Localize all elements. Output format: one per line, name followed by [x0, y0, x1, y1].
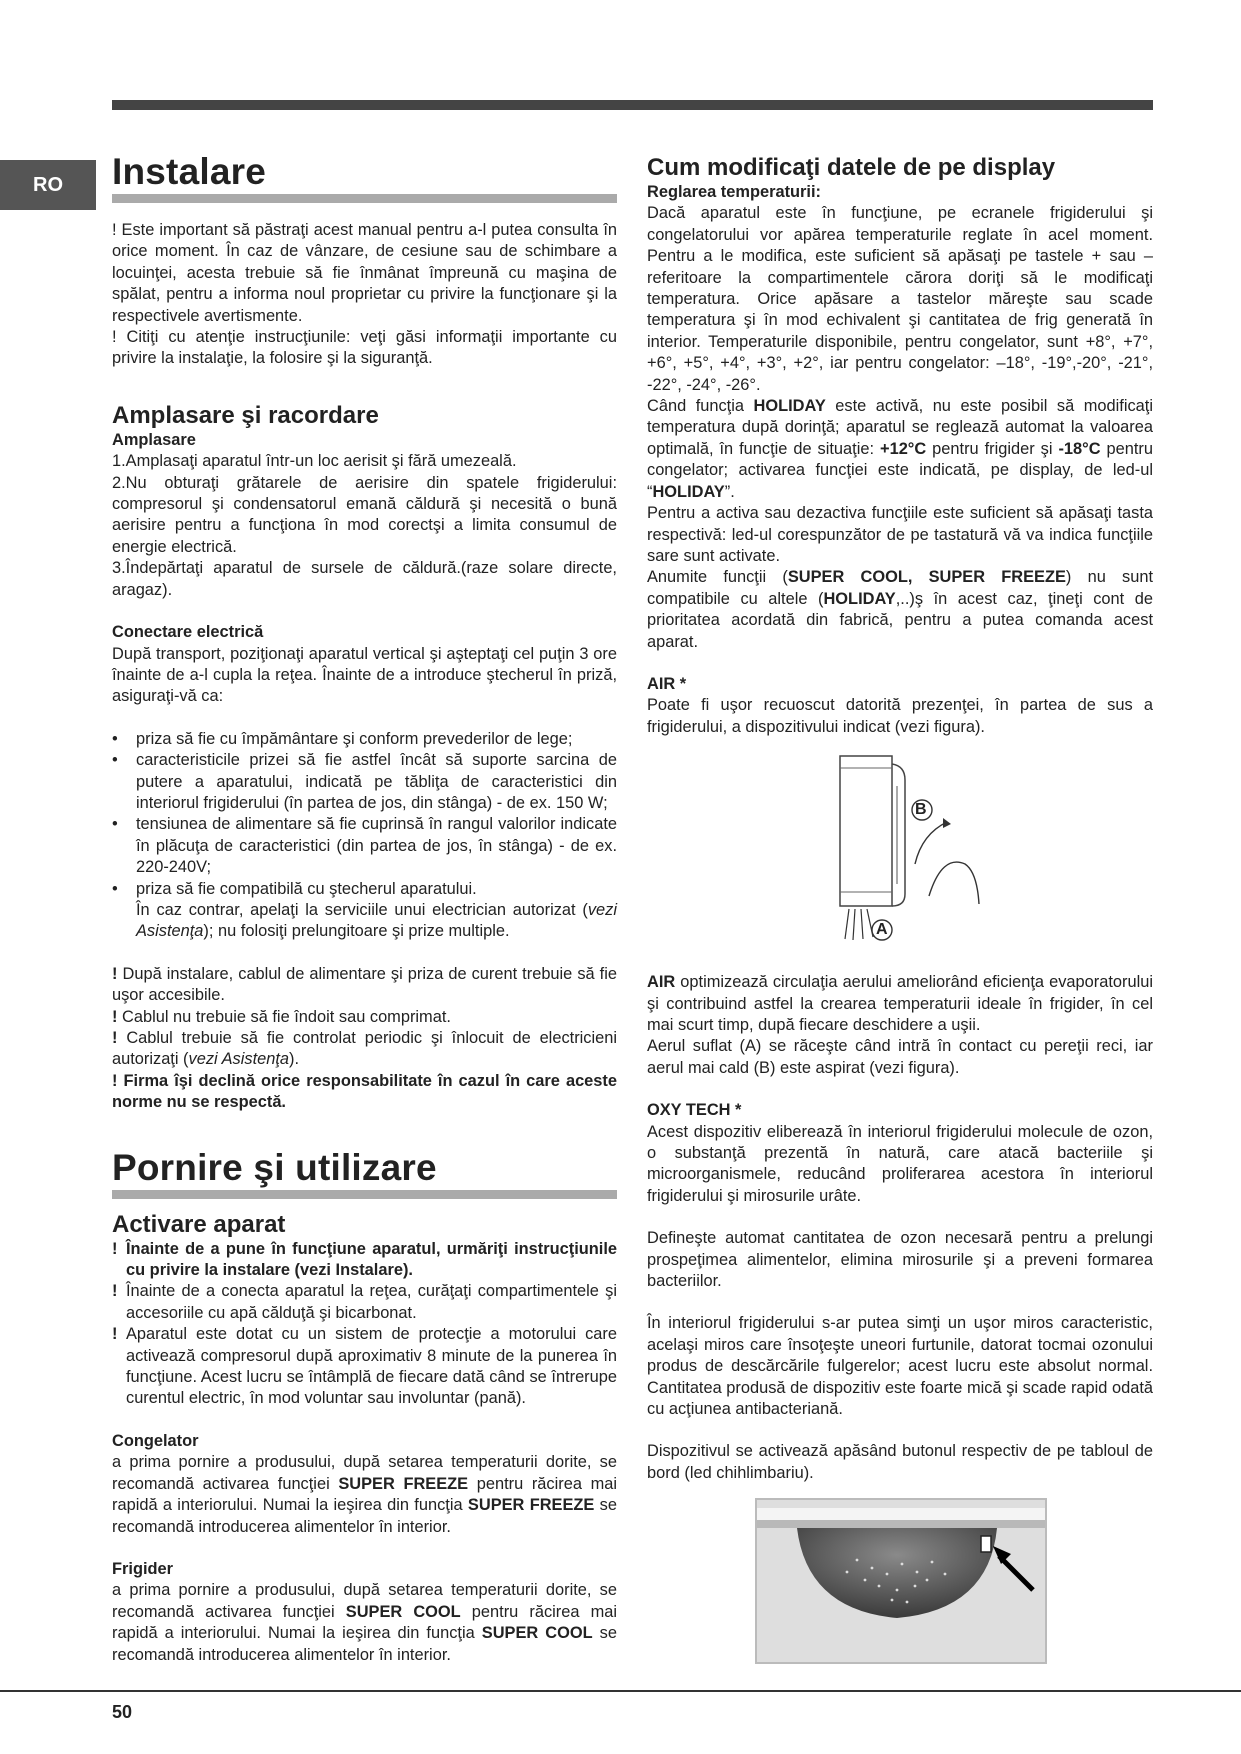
air-flow-paragraph: Aerul suflat (A) se răceşte când intră în contact cu pereţii reci, iar aerul mai cald (B) este aspirat (vezi figura).	[647, 1037, 1153, 1077]
oxy-paragraph-1: Acest dispozitiv eliberează în interiorul frigiderului molecule de ozon, o substanţă prezentă în natură, care atacă bacteriile şi microorganismele, reducând proliferarea acestora în interiorul frigiderului şi mirosurile urâte.	[647, 1122, 1153, 1205]
oxy-paragraph-4: Dispozitivul se activează apăsând butonul respectiv de pe tabloul de bord (led chihlimbariu).	[647, 1442, 1153, 1482]
air-device-figure	[647, 744, 1153, 954]
list-item: • priza să fie cu împământare şi conform prevederilor de lege;	[112, 729, 617, 750]
left-column	[112, 150, 617, 1666]
activare-note-2: ! Înainte de a conecta aparatul la reţea, curăţaţi compartimentele şi accesoriile cu apă călduţă şi bicarbonat.	[112, 1282, 617, 1322]
congelator-subheading: Congelator	[112, 1431, 199, 1450]
warning-4: ! Firma îşi declină orice responsabilitate în cazul în care aceste norme nu se respectă.	[112, 1071, 617, 1112]
oxy-device-illustration	[757, 1500, 1045, 1662]
footer-rule	[0, 1690, 1241, 1692]
top-rule	[112, 100, 1153, 110]
label-a: A	[876, 921, 888, 939]
oxy-subheading: OXY TECH *	[647, 1101, 742, 1120]
list-item	[112, 879, 617, 943]
amplasare-subheading: Amplasare	[112, 430, 196, 449]
asistenta-reference: vezi Asistenţa	[136, 900, 617, 941]
warning-3: ! Cablul trebuie să fie controlat periodic şi înlocuit de electricieni autorizaţi (vezi Asistenţa).	[112, 1029, 618, 1069]
amplasare-item-2: 2.Nu obturaţi grătarele de aerisire din spatele frigiderului: compresorul şi condensatorul emană căldură şi necesită o bună aerisire pentru a funcţiona în mod corectşi a limita consumul de energie electrică.	[112, 473, 617, 556]
oxy-paragraph-3: În interiorul frigiderului s-ar putea simţi un uşor miros caracteristic, acelaşi miros care însoţeşte uneori furtunile, datorat tocmai ozonului produs de descărcările fulgerelor; acest lucru este absolut normal. Cantitatea produsă de dispozitiv este foarte mică şi scade rapid odată cu acţiunea antibacteriană.	[647, 1314, 1153, 1419]
activare-note-3: ! Aparatul este dotat cu un sistem de protecţie a motorului care activează compresorul după aproximativ 8 minute de la punerea în funcţiune. Acest lucru se întâmplă de fiecare dată când se întrerupe curentul electric, în mod voluntar sau involuntar (pană).	[112, 1325, 617, 1408]
reglarea-paragraph: Dacă aparatul este în funcţiune, pe ecranele frigiderului şi congelatorului vor apărea temperaturile reglate în acel moment. Pentru a le modifica, este suficient să apăsaţi pe tastele + sau – referitoare la compartimentele cărora doriţi să le modificaţi temperatura. Orice apăsare a tastelor măreşte sau scade temperatura şi în mod echivalent şi cantitatea de frig generată în interior. Temperaturile disponibile, pentru congelator, sunt +8°, +7°, +6°, +5°, +4°, +3°, +2°, iar pentru congelator: –18°, -19°,-20°, -21°, -22°, -24°, -26°.	[647, 204, 1153, 394]
amplasare-heading: Amplasare şi racordare	[112, 401, 379, 429]
list-item-continuation-end: ); nu folosiţi prelungitoare şi prize multiple.	[203, 922, 510, 941]
reglarea-subheading: Reglarea temperaturii:	[647, 183, 821, 201]
list-item: • tensiunea de alimentare să fie cuprinsă în rangul valorilor indicate în plăcuţa de caracteristici (din partea de jos, în stânga) - de ex. 220-240V;	[112, 814, 617, 878]
list-item-text: priza să fie compatibilă cu ştecherul aparatului.	[136, 879, 477, 898]
air-subheading: AIR *	[647, 674, 687, 693]
holiday-paragraph: Când funcţia HOLIDAY este activă, nu este posibil să modificaţi temperatura după dorinţă; aparatul se reglează automat la valoarea optimală, în funcţie de situaţie: +12°C pentru frigider şi -18°C pentru congelator; activarea funcţiei este indicată, pe display, de led-ul “HOLIDAY”.	[647, 397, 1153, 501]
frigider-subheading: Frigider	[112, 1559, 174, 1578]
requirements-list	[112, 729, 617, 943]
right-column	[647, 150, 1153, 1664]
label-b: B	[915, 801, 927, 819]
amplasare-item-3: 3.Îndepărtaţi aparatul de sursele de căldură.(raze solare directe, aragaz).	[112, 559, 617, 599]
list-item-continuation: În caz contrar, apelaţi la serviciile unui electrician autorizat (	[136, 900, 588, 919]
air-paragraph: Poate fi uşor recuoscut datorită prezenţei, în partea de sus a frigiderului, a dispozitivului indicat (vezi figura).	[647, 696, 1153, 736]
warning-2: ! Cablul nu trebuie să fie îndoit sau comprimat.	[112, 1007, 451, 1026]
oxy-device-photo	[755, 1498, 1047, 1664]
amplasare-item-1: 1.Amplasaţi aparatul într-un loc aerisit şi fără umezeală.	[112, 452, 517, 471]
frigider-paragraph: a prima pornire a produsului, după setarea temperaturii dorite, se recomandă activarea funcţiei SUPER COOL pentru răcirea mai rapidă a interiorului. Numai la ieşirea din funcţia SUPER COOL se recomandă introducerea alimentelor în interior.	[112, 1581, 618, 1664]
dezactiva-paragraph: Pentru a activa sau dezactiva funcţiile este suficient să apăsaţi tasta respectivă: led-ul corespunzător de pe tastatură vă va indica funcţiile sare sunt activate.	[647, 504, 1153, 565]
activare-heading: Activare aparat	[112, 1210, 286, 1238]
list-item: • caracteristicile prizei să fie astfel încât să suporte sarcina de putere a aparatului, indicată pe tăbliţa de caracteristici din interiorul frigiderului (în partea de jos, din stânga) - de ex. 150 W;	[112, 750, 617, 814]
conectare-paragraph: După transport, poziţionaţi aparatul vertical şi aşteptaţi cel puţin 3 ore înainte de a-l cupla la reţea. Înainte de a introduce ştecherul în priză, asiguraţi-vă ca:	[112, 644, 617, 706]
anumite-paragraph: Anumite funcţii (SUPER COOL, SUPER FREEZE) nu sunt compatibile cu altele (HOLIDAY,..)ş în acest caz, ţineţi cont de prioritatea acordată din fabrică, pentru a putea comanda acest aparat.	[647, 568, 1153, 651]
display-heading: Cum modificaţi datele de pe display	[647, 154, 1056, 181]
oxy-paragraph-2: Defineşte automat cantitatea de ozon necesară pentru a prelungi prospeţimea alimentelor, elimina mirosurile şi a preveni formarea bacteriilor.	[647, 1229, 1153, 1291]
conectare-subheading: Conectare electrică	[112, 623, 264, 642]
instalare-paragraph-2: ! Citiţi cu atenţie instrucţiunile: veţi găsi informaţii importante cu privire la instalaţie, la folosire şi la siguranţă.	[112, 328, 617, 368]
activare-note-1: ! Înainte de a pune în funcţiune aparatul, urmăriţi instrucţiunile cu privire la instalare (vezi Instalare).	[112, 1239, 617, 1280]
oxy-button	[981, 1536, 991, 1552]
page-number: 50	[112, 1702, 133, 1722]
language-code: RO	[33, 173, 63, 196]
pornire-heading: Pornire şi utilizare	[112, 1146, 617, 1199]
air-device-illustration	[647, 744, 1153, 954]
congelator-paragraph: a prima pornire a produsului, după setarea temperaturii dorite, se recomandă activarea funcţiei SUPER FREEZE pentru răcirea mai rapidă a interiorului. Numai la ieşirea din funcţia SUPER FREEZE se recomandă introducerea alimentelor în interior.	[112, 1453, 617, 1536]
instalare-heading: Instalare	[112, 150, 617, 203]
language-tab	[0, 160, 96, 210]
air-description: AIR optimizează circulaţia aerului ameliorând eficienţa evaporatorului şi contribuind astfel la crearea temperaturii ideale în frigider, în cel mai scurt timp, după fiecare deschidere a uşii.	[647, 973, 1153, 1034]
instalare-paragraph-1: ! Este important să păstraţi acest manual pentru a-l putea consulta în orice moment. În caz de vânzare, de cesiune sau de schimbare a locuinţei, acesta trebuie să fie înmânat împreună cu maşina de spălat, pentru a informa noul proprietar cu privire la funcţionare şi la respectivele avertismente.	[112, 221, 617, 325]
warning-1: ! După instalare, cablul de alimentare şi priza de curent trebuie să fie uşor accesibile.	[112, 964, 617, 1005]
